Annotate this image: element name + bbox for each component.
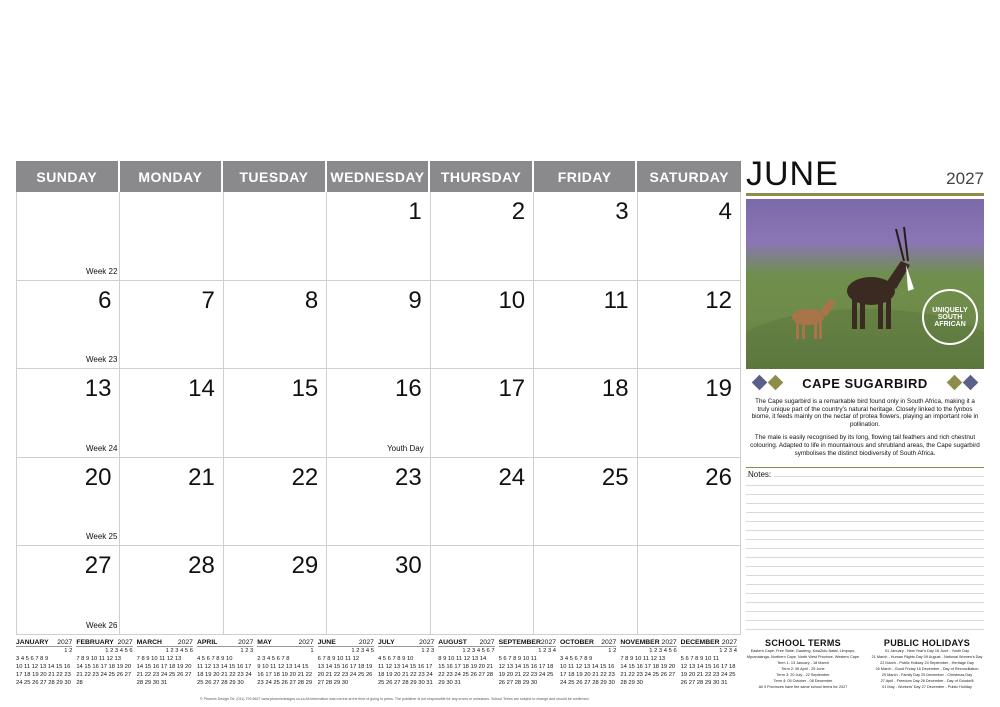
- day-number: 11: [603, 286, 629, 314]
- mini-month-april: [197, 639, 257, 687]
- mini-month-week: 21 22 23 24 25 26 27: [136, 672, 192, 678]
- notes-label: Notes:: [748, 470, 774, 479]
- school-terms-title: SCHOOL TERMS: [765, 638, 841, 648]
- public-holidays-title: PUBLIC HOLIDAYS: [883, 638, 971, 648]
- mini-month-august: [438, 639, 498, 687]
- day-number: 17: [498, 375, 526, 402]
- weekday-saturday: SATURDAY: [649, 168, 729, 185]
- mini-month-week: 17 18 19 20 21 22 23: [560, 672, 615, 678]
- day-number: 18: [601, 375, 629, 402]
- mini-month-week: 14 15 16 17 18 19 20: [76, 664, 132, 670]
- mini-month-name: FEBRUARY: [76, 639, 114, 646]
- day-number: 26: [705, 463, 732, 491]
- mini-month-year: 2027: [479, 639, 495, 646]
- day-cell[interactable]: [431, 369, 534, 458]
- day-grid: [16, 192, 741, 635]
- feature-description: [750, 398, 980, 463]
- mini-month-week: 7 8 9 10 11 12 13: [76, 656, 122, 662]
- holiday-line: 01 May - Workers' Day 27 December - Public Holiday: [882, 685, 972, 689]
- day-cell[interactable]: [17, 458, 120, 547]
- mini-month-week: 1 2 3 4: [719, 648, 737, 654]
- day-cell[interactable]: [120, 281, 223, 370]
- weekday-friday: FRIDAY: [534, 161, 638, 192]
- mini-month-week: 1 2 3 4 5 6 7: [462, 648, 495, 654]
- mini-month-week: 29 30 31: [438, 680, 461, 686]
- day-cell[interactable]: [431, 458, 534, 547]
- mini-month-week: 25 26 27 28 29 30 31: [377, 680, 433, 686]
- mini-month-week: 26 27 28 29 30 31: [680, 680, 728, 686]
- day-cell[interactable]: [120, 369, 223, 458]
- mini-month-week: 1 2: [608, 648, 617, 654]
- footnote: © Phoenix Design Tel: (011) 793 6627 www.phoenixdesigns.co.za All information was correct at the time of going to press. The publisher is not responsible for any errors or omissions. School Terms are subject to change and should be confirmed.: [200, 697, 590, 701]
- feature-title: CAPE SUGARBIRD: [802, 376, 928, 391]
- day-cell[interactable]: [17, 192, 120, 281]
- week-label: Week 22: [86, 266, 118, 276]
- weekday-wednesday: WEDNESDAY: [327, 161, 431, 192]
- mini-month-year: 2027: [601, 639, 617, 646]
- mini-month-week: 4 5 6 7 8 9 10: [196, 656, 233, 662]
- mini-month-name: NOVEMBER: [620, 639, 660, 646]
- day-cell[interactable]: [120, 192, 223, 281]
- mini-month-year: 2027: [57, 639, 73, 646]
- holiday-label: Youth Day: [387, 443, 424, 453]
- mini-month-name: DECEMBER: [680, 639, 720, 646]
- day-cell[interactable]: [638, 369, 741, 458]
- holiday-line: 21 March - Human Rights Day 09 August - National Women's Day: [871, 655, 983, 659]
- mini-month-week: 21 22 23 24 25 26 27: [620, 672, 676, 678]
- mini-month-week: 24 25 26 27 28 29 30: [16, 680, 71, 686]
- day-cell[interactable]: [120, 458, 223, 547]
- day-cell[interactable]: [327, 369, 430, 458]
- week-label: Week 23: [86, 355, 118, 364]
- mini-month-week: 24 25 26 27 28 29 30: [560, 680, 615, 686]
- day-number: 12: [705, 286, 732, 314]
- day-number: 22: [291, 463, 319, 491]
- day-number: 8: [304, 286, 319, 314]
- mini-month-week: 19 20 21 22 23 24 25: [498, 672, 554, 678]
- mini-month-header: [499, 639, 556, 647]
- day-number: 25: [601, 463, 629, 491]
- mini-month-week: 27 28 29 30: [317, 680, 349, 686]
- day-cell[interactable]: [534, 369, 637, 458]
- mini-month-week: 28 29 30 31: [136, 680, 168, 686]
- day-number: 14: [188, 375, 215, 402]
- mini-month-year: 2027: [117, 639, 133, 646]
- holiday-line: 01 January - New Year's Day 16 June - Youth Day: [884, 649, 970, 653]
- uniquely-south-african-badge: UNIQUELY SOUTH AFRICAN: [922, 289, 978, 345]
- mini-month-year: 2027: [721, 639, 737, 646]
- term-line: Mpumalanga, Northern Cape, North West Province, Western Cape: [746, 655, 860, 659]
- day-cell[interactable]: [431, 281, 534, 370]
- mini-month-week: 8 9 10 11 12 13 14: [438, 656, 487, 662]
- day-cell[interactable]: [534, 192, 637, 281]
- day-number: 23: [395, 463, 422, 491]
- day-number: 2: [511, 198, 526, 225]
- mini-month-week: 1: [310, 648, 314, 654]
- mini-month-week: 19 20 21 22 23 24 25: [680, 672, 736, 678]
- weekday-tuesday: TUESDAY: [223, 161, 327, 192]
- mini-month-header: [560, 639, 616, 647]
- day-cell[interactable]: [224, 192, 327, 281]
- mini-month-week: 21 22 23 24 25 26 27: [76, 672, 132, 678]
- mini-month-name: JULY: [377, 639, 395, 646]
- feature-title-bar: [746, 373, 984, 395]
- day-number: 7: [201, 286, 215, 314]
- day-cell[interactable]: [224, 281, 327, 370]
- day-cell[interactable]: [224, 546, 327, 635]
- day-cell[interactable]: [431, 192, 534, 281]
- day-cell[interactable]: [327, 281, 430, 370]
- mini-month-november: [620, 639, 680, 687]
- mini-month-year: 2027: [358, 639, 374, 646]
- mini-month-week: 3 4 5 6 7 8 9: [560, 656, 593, 662]
- mini-month-week: 17 18 19 20 21 22 23: [16, 672, 71, 678]
- day-cell[interactable]: [327, 546, 430, 635]
- day-cell[interactable]: [224, 369, 327, 458]
- day-cell[interactable]: [17, 546, 120, 635]
- term-line: Term 1: 13 January - 18 March: [777, 661, 829, 665]
- year-label: 2027: [946, 169, 984, 188]
- mini-month-week: 18 19 20 21 22 23 24: [196, 672, 252, 678]
- week-label: Week 25: [86, 532, 118, 541]
- mini-month-name: APRIL: [196, 639, 218, 646]
- mini-month-week: 18 19 20 21 22 23 24: [377, 672, 433, 678]
- day-number: 21: [188, 463, 215, 491]
- mini-month-week: 10 11 12 13 14 15 16: [16, 664, 71, 670]
- mini-month-week: 26 27 28 29 30: [498, 680, 538, 686]
- mini-month-week: 9 10 11 12 13 14 15: [257, 664, 309, 670]
- mini-month-week: 7 8 9 10 11 12 13: [136, 656, 182, 662]
- day-number: 10: [498, 286, 526, 314]
- day-cell[interactable]: [327, 192, 430, 281]
- day-number: 30: [395, 552, 422, 579]
- mini-month-week: 12 13 14 15 16 17 18: [680, 664, 736, 670]
- mini-month-january: [16, 639, 76, 687]
- mini-month-week: 13 14 15 16 17 18 19: [317, 664, 373, 670]
- day-cell[interactable]: [17, 369, 120, 458]
- mini-month-header: [197, 639, 253, 647]
- week-label: Week 24: [86, 443, 118, 453]
- mini-month-header: [16, 639, 72, 647]
- mini-month-week: 20 21 22 23 24 25 26: [317, 672, 373, 678]
- mini-month-year: 2027: [661, 639, 677, 646]
- mini-month-september: [499, 639, 560, 687]
- olive-rule: [746, 193, 984, 196]
- mini-month-year: 2027: [177, 639, 193, 646]
- day-number: 4: [718, 198, 732, 225]
- mini-month-year: 2027: [238, 639, 254, 646]
- mini-month-year: 2027: [419, 639, 435, 646]
- mini-month-october: [560, 639, 620, 687]
- mini-month-header: [318, 639, 374, 647]
- mini-month-name: AUGUST: [438, 639, 467, 646]
- mini-month-year: 2027: [540, 639, 557, 646]
- mini-month-week: 3 4 5 6 7 8 9: [16, 656, 49, 662]
- mini-month-header: [681, 639, 737, 647]
- month-calendar: [16, 161, 741, 635]
- term-line: All 9 Provinces have the same school terms for 2027: [758, 685, 848, 689]
- mini-month-week: 14 15 16 17 18 19 20: [620, 664, 676, 670]
- day-cell[interactable]: [224, 458, 327, 547]
- mini-month-name: JANUARY: [16, 639, 49, 646]
- mini-month-week: 1 2 3 4 5 6: [649, 648, 677, 654]
- day-cell[interactable]: [327, 458, 430, 547]
- mini-month-june: [318, 639, 378, 687]
- term-line: Term 2: 06 April - 25 June: [781, 667, 825, 671]
- feature-photo: [746, 199, 984, 369]
- weekday-header: [16, 161, 741, 192]
- term-line: Eastern Cape, Free State, Gauteng, KwaZulu-Natal, Limpopo,: [750, 649, 856, 653]
- week-label: Week 26: [86, 620, 118, 630]
- weekday-monday: MONDAY: [120, 161, 224, 192]
- mini-month-week: 1 2 3 4 5 6: [105, 648, 133, 654]
- mini-month-name: MARCH: [136, 639, 162, 646]
- mini-month-week: 1 2 3 4 5: [351, 648, 374, 654]
- mini-month-week: 1 2 3: [421, 648, 435, 654]
- mini-month-week: 16 17 18 19 20 21 22: [257, 672, 313, 678]
- day-cell[interactable]: [638, 281, 741, 370]
- mini-month-may: [257, 639, 317, 687]
- mini-month-header: [137, 639, 193, 647]
- mini-month-week: 7 8 9 10 11 12 13: [620, 656, 666, 662]
- day-cell[interactable]: [431, 546, 534, 635]
- day-number: 28: [188, 552, 215, 579]
- mini-month-week: 1 2 3: [240, 648, 254, 654]
- day-number: 24: [498, 463, 526, 491]
- mini-month-february: [76, 639, 136, 687]
- mini-month-march: [137, 639, 197, 687]
- mini-month-year: 2027: [298, 639, 314, 646]
- mini-month-week: 5 6 7 8 9 10 11: [498, 656, 537, 662]
- day-number: 1: [408, 198, 422, 225]
- holiday-line: 27 April - Freedom Day 26 December - Day of Goodwill: [880, 679, 974, 683]
- mini-month-week: 1 2: [64, 648, 73, 654]
- mini-month-name: JUNE: [317, 639, 336, 646]
- mini-month-header: [76, 639, 132, 647]
- mini-month-week: 4 5 6 7 8 9 10: [377, 656, 414, 662]
- mini-month-header: [378, 639, 434, 647]
- mini-month-week: 2 3 4 5 6 7 8: [257, 656, 290, 662]
- mini-month-week: 11 12 13 14 15 16 17: [377, 664, 433, 670]
- day-cell[interactable]: [534, 281, 637, 370]
- public-holidays: [870, 638, 984, 690]
- day-cell[interactable]: [534, 546, 637, 635]
- mini-month-week: 1 2 3 4: [538, 648, 557, 654]
- mini-month-header: [438, 639, 494, 647]
- day-cell[interactable]: [120, 546, 223, 635]
- day-number: 27: [84, 552, 112, 579]
- mini-month-week: 22 23 24 25 26 27 28: [438, 672, 494, 678]
- mini-month-week: 11 12 13 14 15 16 17: [196, 664, 252, 670]
- mini-month-july: [378, 639, 438, 687]
- mini-month-week: 15 16 17 18 19 20 21: [438, 664, 494, 670]
- mini-month-header: [620, 639, 676, 647]
- mini-month-december: [681, 639, 741, 687]
- holiday-line: 26 March - Good Friday 16 December - Day of Reconciliation: [875, 667, 979, 671]
- weekday-thursday: THURSDAY: [430, 161, 534, 192]
- mini-month-week: 14 15 16 17 18 19 20: [136, 664, 192, 670]
- day-cell[interactable]: [17, 281, 120, 370]
- day-number: 19: [705, 375, 732, 402]
- mini-month-name: OCTOBER: [560, 639, 594, 646]
- day-cell[interactable]: [638, 546, 741, 635]
- day-number: 13: [84, 375, 112, 402]
- notes-area[interactable]: [746, 467, 984, 630]
- day-number: 3: [615, 198, 629, 225]
- day-cell[interactable]: [534, 458, 637, 547]
- day-number: 6: [98, 286, 112, 314]
- mini-month-week: 28 29 30: [620, 680, 643, 686]
- weekday-sunday: SUNDAY: [16, 161, 120, 192]
- mini-month-header: [257, 639, 313, 647]
- mini-month-week: 1 2 3 4 5 6: [165, 648, 193, 654]
- day-number: 29: [291, 552, 319, 579]
- mini-month-week: 5 6 7 8 9 10 11: [680, 656, 719, 662]
- day-cell[interactable]: [638, 458, 741, 547]
- day-number: 16: [395, 375, 422, 402]
- description-paragraph: The Cape sugarbird is a remarkable bird found only in South Africa, making it a truly unique part of the country's natural heritage. Closely linked to the fynbos biome, it feeds mainly on the nectar of protea flowers, playing an important role in pollination.: [751, 398, 979, 428]
- year-overview: [16, 639, 741, 687]
- mini-month-week: 25 26 27 28 29 30: [196, 680, 244, 686]
- day-number: 15: [291, 375, 319, 402]
- mini-month-week: 12 13 14 15 16 17 18: [498, 664, 554, 670]
- school-terms: [746, 638, 860, 690]
- term-line: Term 4: 05 October - 08 December: [773, 679, 833, 683]
- day-number: 9: [408, 286, 422, 314]
- mini-month-week: 6 7 8 9 10 11 12: [317, 656, 360, 662]
- day-cell[interactable]: [638, 192, 741, 281]
- mini-month-week: 23 24 25 26 27 28 29: [257, 680, 313, 686]
- mini-month-week: 28: [76, 680, 83, 686]
- day-number: 20: [84, 463, 112, 491]
- mini-month-name: SEPTEMBER: [498, 639, 541, 646]
- month-title: JUNE: [746, 155, 839, 193]
- holiday-line: 29 March - Family Day 25 December - Christmas Day: [881, 673, 973, 677]
- holiday-line: 22 March - Public Holiday 24 September - Heritage Day: [880, 661, 974, 665]
- mini-month-name: MAY: [257, 639, 272, 646]
- description-paragraph: The male is easily recognised by its long, flowing tail feathers and rich chestnut colouring. Adapted to life in mountainous and shrubland areas, the Cape sugarbird symbolises the distinct biodiversity of South Africa.: [750, 434, 980, 457]
- term-line: Term 3: 20 July - 22 September: [776, 673, 830, 677]
- mini-month-week: 10 11 12 13 14 15 16: [560, 664, 615, 670]
